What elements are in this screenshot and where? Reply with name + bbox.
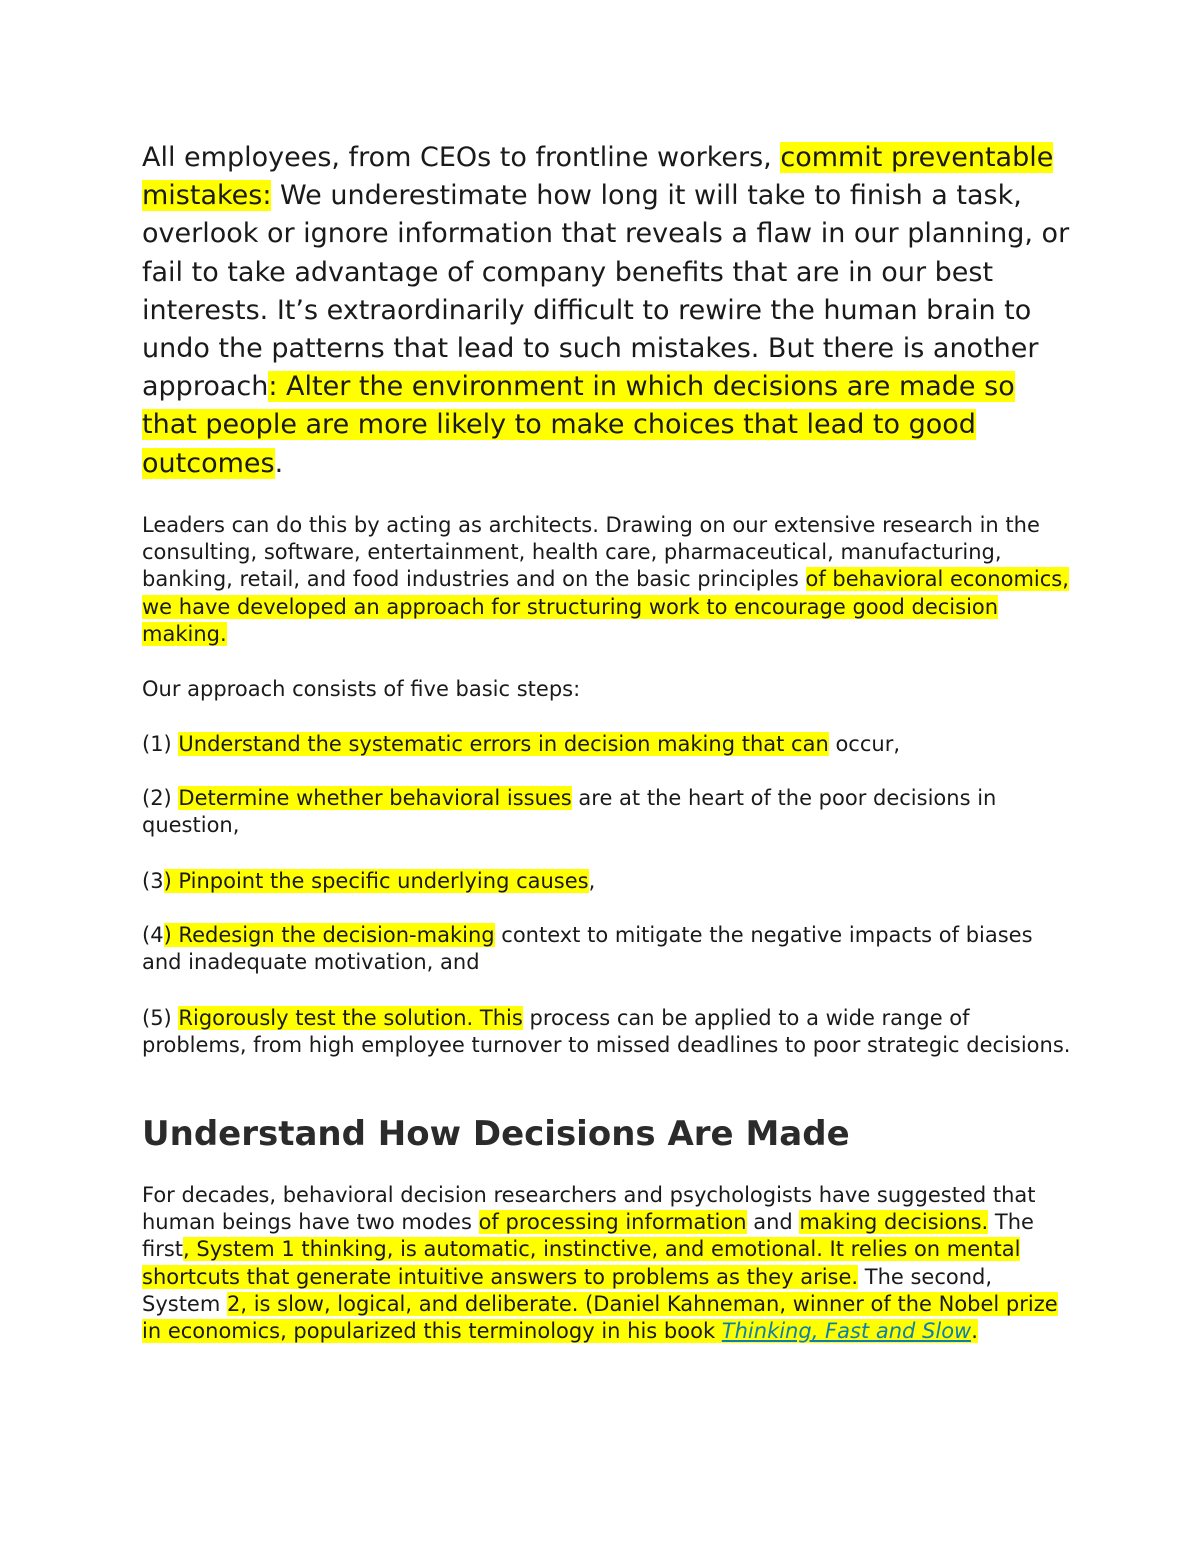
decades-text-4: The second, System (142, 1264, 993, 1316)
decades-text-3: The first (142, 1210, 1034, 1262)
decades-highlight-6: . (971, 1319, 978, 1344)
decades-highlight-2: making decisions. (799, 1210, 989, 1235)
step-3-highlight: ) Pinpoint the specific underlying causes (163, 869, 589, 893)
intro-text-2: We underestimate how long it will take to finish a task, overlook or ignore information that reveals a flaw in our planning, or fail to take advantage of company benefits that are in our best interests. It’s extraordinarily difficult to rewire the human brain to undo the patterns that lead to such mistakes. But there is another approach (142, 180, 1070, 403)
step-5-highlight: Rigorously test the solution. This (178, 1006, 523, 1030)
decades-paragraph (142, 1182, 1072, 1345)
step-1-highlight: Understand the systematic errors in decision making that can (178, 732, 829, 756)
step-3 (142, 868, 1072, 895)
decades-highlight-3: , System 1 thinking, is automatic, instinctive, and emotional. It relies on (183, 1237, 947, 1262)
step-1 (142, 731, 1072, 758)
step-4-prefix: (4 (142, 923, 164, 947)
step-2-highlight: Determine whether behavioral issues (178, 786, 572, 810)
step-5-prefix: (5) (142, 1006, 179, 1030)
step-4 (142, 922, 1072, 976)
step-1-prefix: (1) (142, 732, 179, 756)
intro-highlight-2: : Alter the environment in which decisions are made so that people are more likely to make choices that lead to good outcomes (142, 371, 1015, 479)
decades-highlight-1: of processing information (478, 1210, 747, 1235)
step-3-prefix: (3 (142, 869, 164, 893)
decades-text-2: and (746, 1210, 800, 1235)
intro-text-1: All employees, from CEOs to frontline workers, (142, 142, 781, 173)
step-5-suffix: process can be applied to a wide range of problems, from high employee turnover to missed deadlines to poor strategic decisions. (142, 1006, 1071, 1058)
book-link[interactable]: Thinking, Fast and Slow (721, 1319, 972, 1344)
step-4-highlight: ) Redesign the decision-making (163, 923, 495, 947)
intro-highlight-1: commit preventable mistakes: (142, 142, 1054, 212)
section-heading: Understand How Decisions Are Made (142, 1114, 850, 1154)
intro-paragraph (142, 139, 1072, 483)
leaders-highlight-1: of behavioral economics, we have developed an approach for structuring work to encourage good decision making. (142, 567, 1069, 646)
step-4-suffix: context to mitigate the negative impacts of biases and inadequate motivation, and (142, 923, 1033, 975)
step-2 (142, 785, 1072, 839)
step-3-suffix: , (588, 869, 596, 893)
approach-intro: Our approach consists of five basic steps: (142, 677, 581, 701)
decades-highlight-4: mental shortcuts that generate intuitive answers to problems as they arise. (142, 1237, 1021, 1289)
step-1-suffix: occur, (828, 732, 900, 756)
step-2-prefix: (2) (142, 786, 179, 810)
intro-text-3: . (274, 447, 284, 479)
decades-text-1: For decades, behavioral decision researchers and psychologists have suggested that human beings have two modes (142, 1183, 1036, 1235)
leaders-text-1: Leaders can do this by acting as architects. Drawing on our extensive research in the consulting, software, entertainment, health care, pharmaceutical, manufacturing, banking, retail, and food industries and on the basic principles (142, 513, 1040, 592)
step-2-suffix: are at the heart of the poor decisions in question, (142, 786, 997, 838)
decades-highlight-5: 2, is slow, logical, and deliberate. (Daniel Kahneman, winner of the Nobel prize in economics, popularized this terminology in his book (142, 1291, 1058, 1344)
leaders-paragraph (142, 512, 1072, 648)
step-5 (142, 1005, 1072, 1059)
